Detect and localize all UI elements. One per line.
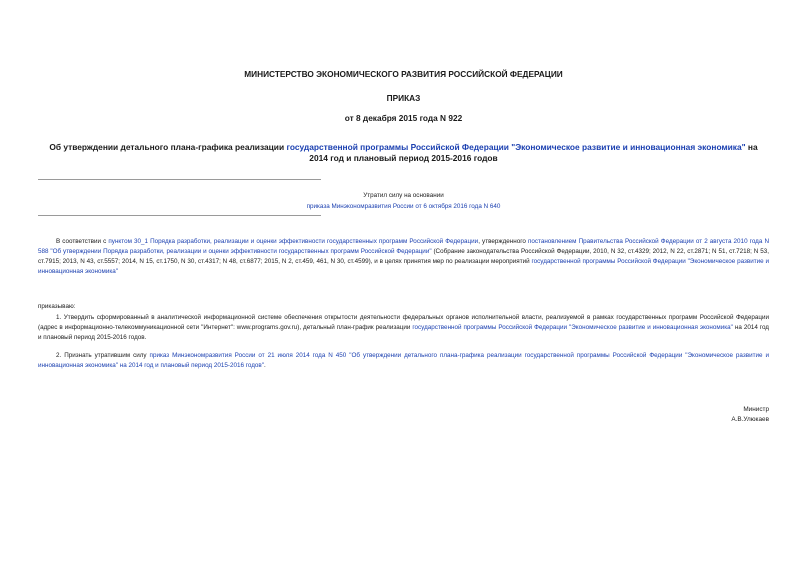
- item-2-text-2: .: [264, 362, 266, 369]
- preamble-paragraph: [38, 237, 769, 277]
- document-title: [40, 142, 767, 163]
- date-number-heading: от 8 декабря 2015 года N 922: [344, 113, 463, 123]
- preamble-link-program[interactable]: государственной программы Российской Федерации "Экономическое развитие и инновационная экономика": [38, 258, 770, 275]
- signature-name: А.В.Улюкаев: [731, 416, 769, 423]
- item-1-text-1: 1. Утвердить сформированный в аналитической информационной системе обеспечения открытости деятельности федеральных органов исполнительной власти, реализуемой в рамках государственных программ Российской Федерации (адрес в информационно-телекоммуникационной сети "Интернет": www.programs.gov.ru), детальный план-график реализации: [38, 314, 769, 331]
- order-word: приказываю:: [38, 303, 76, 310]
- preamble-text-2: , утвержденного: [478, 238, 528, 245]
- divider-top: [38, 179, 321, 180]
- repeal-order-link[interactable]: приказа Минэкономразвития России от 6 октября 2016 года N 640: [306, 203, 501, 210]
- preamble-text-3: (Собрание законодательства Российской Федерации, 2010, N 32, ст.4329; 2012, N 22, ст.2871; N 51, ст.7218; N 53, ст.7915; 2013, N 43, ст.5557; 2014, N 15, ст.1750, N 30, ст.4317; N 48, ст.6877; 2015, N 2, ст.459, 461, N 30, ст.4599), и в целях принятия мер по реализации мероприятий: [38, 248, 769, 265]
- title-text-end: на 2014 год и плановый период 2015-2016 годов: [309, 142, 758, 163]
- item-2-paragraph: [38, 351, 769, 371]
- repeal-notice: Утратил силу на основании: [363, 192, 444, 199]
- preamble-link-resolution[interactable]: постановлением Правительства Российской Федерации от 2 августа 2010 года N 588 "Об утверждении Порядка разработки, реализации и оценки эффективности государственных программ Российской Федерации": [38, 238, 769, 255]
- item-1-text-2: на 2014 год и плановый период 2015-2016 годов.: [38, 324, 769, 341]
- document-type-heading: ПРИКАЗ: [386, 93, 421, 103]
- item-1-paragraph: [38, 313, 769, 343]
- ministry-heading: МИНИСТЕРСТВО ЭКОНОМИЧЕСКОГО РАЗВИТИЯ РОССИЙСКОЙ ФЕДЕРАЦИИ: [244, 69, 563, 79]
- title-program-link[interactable]: государственной программы Российской Федерации "Экономическое развитие и инновационная экономика": [286, 142, 746, 152]
- divider-bottom: [38, 215, 321, 216]
- repeal-notice-link-line: [200, 203, 607, 210]
- item-1-program-link[interactable]: государственной программы Российской Федерации "Экономическое развитие и инновационная экономика": [412, 324, 733, 331]
- preamble-link-procedure[interactable]: пунктом 30_1 Порядка разработки, реализации и оценки эффективности государственных программ Российской Федерации: [108, 238, 479, 245]
- title-text-start: Об утверждении детального плана-графика реализации: [49, 142, 287, 152]
- preamble-text-1: В соответствии с: [56, 238, 109, 245]
- signature-position: Министр: [743, 406, 769, 413]
- item-2-order-link[interactable]: приказ Минэкономразвития России от 21 июля 2014 года N 450 "Об утверждении детального плана-графика реализации государственной программы Российской Федерации "Экономическое развитие и инновационная экономика" на 2014 год и плановый период 2015-2016 годов": [38, 352, 769, 369]
- item-2-text-1: 2. Признать утратившим силу: [56, 352, 150, 359]
